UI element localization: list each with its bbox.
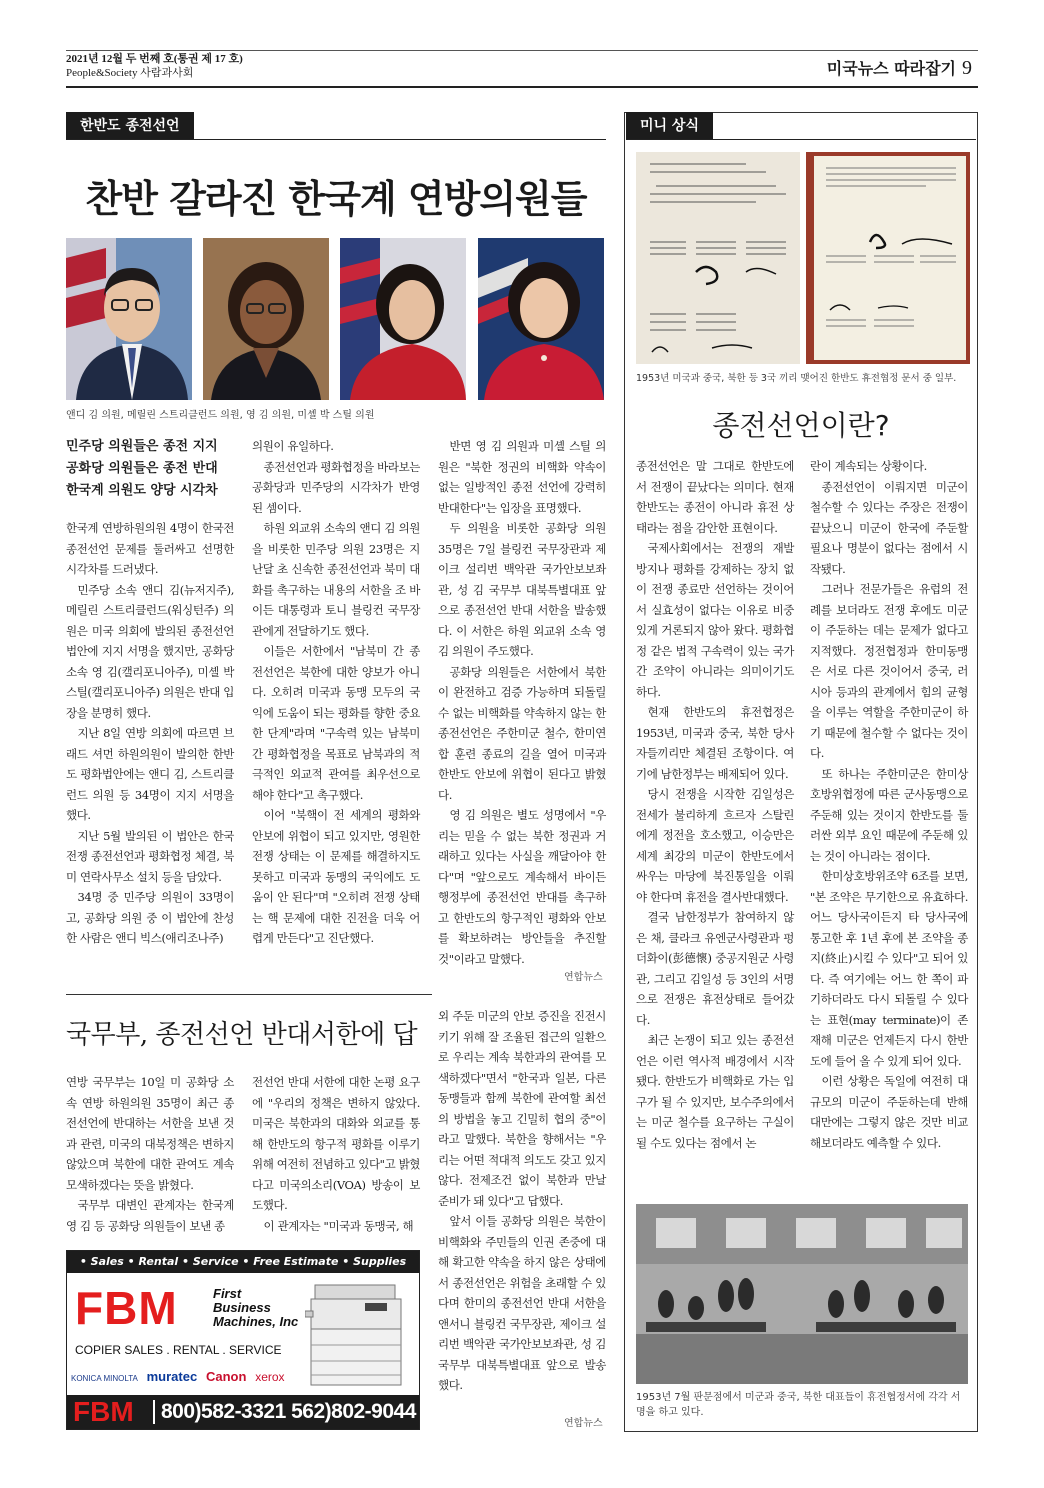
article1-credit: 연합뉴스 [564, 972, 603, 983]
company-name-line: Machines, Inc [213, 1314, 299, 1329]
article2-credit: 연합뉴스 [564, 1418, 603, 1429]
paragraph: 최근 논쟁이 되고 있는 종전선언은 이런 역사적 배경에서 시작됐다. 한반도가 비핵화로 가는 입구가 될 수 있지만, 보수주의에서는 미군 철수를 요구하는 구실이 될 수도 있다는 점에서 논 [636, 1033, 794, 1150]
xerox-logo: xerox [255, 1370, 285, 1384]
ad-services-strip: • Sales • Rental • Service • Free Estimate • Supplies [67, 1251, 419, 1273]
paragraph: 공화당 의원들은 서한에서 북한이 완전하고 검증 가능하며 되돌릴 수 없는 비핵화를 약속하지 않는 한 종전선언은 주한미군 철수, 한미연합 훈련 종료의 길을 열어 미국과 한반도 안보에 위협이 된다고 밝혔다. [438, 664, 606, 802]
photo-caption: 앤디 김 의원, 메릴린 스트리클런드 의원, 영 김 의원, 미셸 박 스틸 의원 [66, 410, 375, 421]
section-tag-rule [66, 139, 606, 140]
mini-column-2 [810, 456, 968, 1153]
paragraph: 종전선언이 이뤄지면 미군이 철수할 수 있다는 주장은 전쟁이 끝났으니 미군이 한국에 주둔할 필요나 명분이 없다는 점에서 시작됐다. [810, 479, 968, 576]
paragraph: 앞서 이들 공화당 의원은 북한이 비핵화와 주민들의 인권 존중에 대해 확고한 약속을 하지 않은 상태에서 종전선언은 위험을 초래할 수 있다며 한미의 종전선언 반대 서한을 앤서니 블링컨 국무장관, 제이크 설리번 백악관 국가안보보좌관, 성 김 국무부 대북특별대표 앞으로 발송했다. [438, 1214, 606, 1392]
header-rule-bottom [66, 86, 978, 88]
paragraph: 민주당 소속 앤디 김(뉴저지주), 메릴린 스트리클런드(워싱턴주) 의원은 미국 의회에 발의된 종전선언 법안에 지지 서명을 했지만, 공화당 소속 영 김(캘리포니아주), 미셸 박 스틸(캘리포니아주) 의원은 반대 입장을 분명히 했다. [66, 582, 234, 720]
article2-title: 국무부, 종전선언 반대서한에 답 [66, 1020, 418, 1050]
canon-logo: Canon [205, 1369, 247, 1384]
page-number: 9 [962, 57, 972, 79]
document-caption: 1953년 미국과 중국, 북한 등 3국 끼리 맺어진 한반도 휴전협정 문서 중 일부. [636, 373, 957, 384]
paragraph: 두 의원을 비롯한 공화당 의원 35명은 7일 블링컨 국무장관과 제이크 설리번 백악관 국가안보보좌관, 성 김 국무부 대북특별대표 앞으로 종전선언 반대 서한을 발송했다. 이 서한은 하원 외교위 소속 영 김 의원이 주도했다. [438, 521, 606, 658]
paragraph: 한국계 연방하원의원 4명이 한국전 종전선언 문제를 둘러싸고 선명한 시각차를 드러냈다. [66, 521, 234, 576]
armistice-document-page-2 [806, 152, 970, 364]
article2-column-2 [252, 1072, 420, 1236]
paragraph: 34명 중 민주당 의원이 33명이고, 공화당 의원 중 이 법안에 찬성한 사람은 앤디 빅스(애리조나주) [66, 890, 234, 945]
paragraph: 연방 국무부는 10일 미 공화당 소속 연방 하원의원 35명이 최근 종전선언에 반대하는 서한을 보낸 것과 관련, 미국의 대북정책은 변하지 않았으며 북한에 대한 관여도 계속 모색하겠다는 뜻을 밝혔다. [66, 1075, 234, 1192]
section-tag-korea: 한반도 종전선언 [66, 112, 194, 140]
paragraph: 지난 5월 발의된 이 법안은 한국전쟁 종전선언과 평화협정 체결, 북미 연락사무소 설치 등을 담았다. [66, 828, 234, 884]
photo-marilyn-strickland [203, 238, 329, 400]
brand-logos [71, 1369, 285, 1384]
article-divider [66, 994, 432, 995]
paragraph: 이어 "북핵이 전 세계의 평화와 안보에 위협이 되고 있지만, 영원한 전쟁 상태는 이 문제를 해결하지도 못하고 미국과 동맹의 국익에도 도움이 안 된다"며 "오히려 전쟁 상태는 핵 문제에 대한 진전을 더욱 어렵게 만든다"고 진단했다. [252, 808, 420, 945]
mini-tag-rule [626, 139, 976, 140]
divider-bar [153, 1400, 155, 1424]
paragraph: 외 주둔 미군의 안보 증진을 진전시키기 위해 잘 조율된 접근의 일환으로 우리는 계속 북한과의 관여를 모색하겠다"면서 "한국과 일본, 다른 동맹들과 함께 북한에 관여할 최선의 방법을 놓고 긴밀히 협의 중"이라고 말했다. 북한을 향해서는 "우리는 어떤 적대적 의도도 갖고 있지 않다. 전제조건 없이 북한과 만날 준비가 돼 있다"고 답했다. [438, 1009, 606, 1208]
paragraph: 종전선언과 평화협정을 바라보는 공화당과 민주당의 시각차가 반영된 셈이다. [252, 459, 420, 515]
section-header [827, 56, 972, 80]
konica-minolta-logo: KONICA MINOLTA [71, 1374, 138, 1383]
article1-column-3 [438, 436, 606, 969]
paragraph: 국제사회에서는 전쟁의 재발 방지나 평화를 강제하는 장치 없이 전쟁 종료만 선언하는 것이어서 실효성이 없다는 이유로 비중있게 거론되지 않아 왔다. 평화협정 같은 법적 구속력이 있는 국가 간 조약이 아니라는 의미이기도 하다. [636, 541, 794, 699]
paragraph: 국무부 대변인 관계자는 한국계 영 김 등 공화당 의원들이 보낸 종 [66, 1198, 234, 1233]
armistice-document-page-1 [636, 152, 800, 364]
issue-line: 2021년 12월 두 번째 호(통권 제 17 호) [66, 53, 243, 65]
photo-andy-kim [66, 238, 192, 400]
armistice-signing-photo [636, 1204, 968, 1384]
paragraph: 하원 외교위 소속의 앤디 김 의원을 비롯한 민주당 의원 23명은 지난달 초 신속한 종전선언과 북미 대화를 촉구하는 내용의 서한을 조 바이든 대통령과 토니 블링컨 국무장관에게 전달하기도 했다. [252, 521, 420, 638]
article2-column-1 [66, 1072, 234, 1236]
subhead-block [66, 436, 232, 502]
main-headline: 찬반 갈라진 한국계 연방의원들 [85, 177, 587, 221]
paragraph: 한미상호방위조약 6조를 보면, "본 조약은 무기한으로 유효하다. 어느 당사국이든지 타 당사국에 통고한 후 1년 후에 본 조약을 종지(終止)시킬 수 있다"고 되어 있다. 즉 여기에는 어느 한 쪽이 파기하더라도 다시 되돌릴 수 있다는 표현(may terminate)이 존재해 미군은 언제든지 다시 한반도에 들어 올 수 있게 되어 있다. [810, 869, 968, 1068]
ad-services-line: COPIER SALES . RENTAL . SERVICE [75, 1343, 282, 1357]
paragraph: 그러나 전문가들은 유럽의 전례를 보더라도 전쟁 후에도 미군이 주둔하는 데는 문제가 없다고 지적했다. 정전협정과 한미동맹은 서로 다른 것이어서 중국, 러시아 등과의 관계에서 힘의 균형을 이루는 역할을 주한미군이 하기 때문에 철수할 수 없다는 것이다. [810, 582, 968, 760]
subhead-line: 민주당 의원들은 종전 지지 [66, 439, 218, 454]
company-name-line: Business [213, 1300, 271, 1315]
paragraph: 반면 영 김 의원과 미셸 스틸 의원은 "북한 정권의 비핵화 약속이 없는 일방적인 종전 선언에 강력히 반대한다"는 입장을 표명했다. [438, 439, 606, 515]
article1-column-2 [252, 436, 420, 949]
section-tag-mini: 미니 상식 [626, 112, 713, 140]
paragraph: 이들은 서한에서 "남북미 간 종전선언은 북한에 대한 양보가 아니다. 오히려 미국과 동맹 모두의 국익에 도움이 되는 평화를 향한 중요한 단계"라며 "구속력 있는 남북미 간 평화협정을 목표로 남북과의 적극적인 외교적 관여를 최우선으로 해야 한다"고 촉구했다. [252, 644, 420, 802]
paragraph: 이런 상황은 독일에 여전히 대규모의 미군이 주둔하는데 반해 대만에는 그렇지 않은 것만 비교해보더라도 예측할 수 있다. [810, 1074, 968, 1150]
paragraph: 종전선언은 말 그대로 한반도에서 전쟁이 끝났다는 의미다. 현재 한반도는 종전이 아니라 휴전 상태라는 점을 감안한 표현이다. [636, 459, 794, 535]
copier-machine-icon [305, 1281, 411, 1391]
paragraph: 현재 한반도의 휴전협정은 1953년, 미국과 중국, 북한 당사자들끼리만 체결된 조항이다. 여기에 남한정부는 배제되어 있다. [636, 705, 794, 781]
signing-photo-caption: 1953년 7월 판문점에서 미군과 중국, 북한 대표들이 휴전협정서에 각각 서명을 하고 있다. [636, 1392, 961, 1418]
fbm-company-name [213, 1287, 298, 1329]
company-name-line: First [213, 1286, 242, 1301]
header-rule-top [66, 50, 978, 51]
fbm-logo-small: FBM [73, 1396, 134, 1427]
muratec-logo: muratec [146, 1369, 198, 1384]
photo-michelle-steel [478, 238, 604, 400]
paragraph: 전선언 반대 서한에 대한 논평 요구에 "우리의 정책은 변하지 않았다. 미국은 북한과의 대화와 외교를 통해 한반도의 항구적 평화를 이루기 위해 여전히 전념하고 있다"고 밝혔다고 미국의소리(VOA) 방송이 보도했다. [252, 1075, 420, 1212]
article2-column-3 [438, 1006, 606, 1396]
ad-contact-bar [67, 1395, 419, 1429]
photo-young-kim [340, 238, 466, 400]
article1-column-1 [66, 518, 234, 949]
fbm-logo: FBM [75, 1282, 178, 1334]
paragraph: 지난 8일 연방 의회에 따르면 브래드 셔먼 하원의원이 발의한 한반도 평화법안에는 앤디 김, 스트리클런드 의원 등 34명이 지지 서명을 했다. [66, 726, 234, 822]
phone-numbers[interactable]: 800)582-3321 562)802-9044 [161, 1400, 416, 1423]
paragraph: 결국 남한정부가 참여하지 않은 채, 클라크 유엔군사령관과 펑더화이(彭德懷) 중공지원군 사령관, 그리고 김일성 등 3인의 서명으로 전쟁은 휴전상태로 들어갔다. [636, 910, 794, 1027]
paragraph: 영 김 의원은 별도 성명에서 "우리는 믿을 수 없는 북한 정권과 거래하고 있다는 사실을 깨달아야 한다"며 "앞으로도 계속해서 바이든 행정부에 종전선언 반대를 촉구하고 한반도의 항구적인 평화와 안보를 확보하려는 방안들을 추진할 것"이라고 말했다. [438, 808, 606, 966]
issue-info [66, 52, 243, 80]
mini-column-1 [636, 456, 794, 1153]
subhead-line: 공화당 의원들은 종전 반대 [66, 461, 218, 476]
paragraph: 또 하나는 주한미군은 한미상호방위협정에 따른 군사동맹으로 주둔해 있는 것이지 한반도를 둘러싼 외부 요인 때문에 주둔해 있는 것이 아니라는 점이다. [810, 766, 968, 863]
subhead-line: 한국계 의원도 양당 시각차 [66, 483, 218, 498]
paragraph: 당시 전쟁을 시작한 김일성은 전세가 불리하게 흐르자 스탈린에게 정전을 호소했고, 이승만은 세계 최강의 미군이 한반도에서 싸우는 마당에 북진통일을 이뤄야 한다며 휴전을 결사반대했다. [636, 787, 794, 904]
section-name: 미국뉴스 따라잡기 [826, 59, 956, 78]
publication-name: People&Society 사람과사회 [66, 67, 194, 79]
fbm-advertisement[interactable] [66, 1250, 420, 1430]
mini-title: 종전선언이란? [712, 409, 890, 442]
paragraph: 란이 계속되는 상황이다. [810, 459, 927, 473]
paragraph: 의원이 유일하다. [252, 439, 334, 453]
paragraph: 이 관계자는 "미국과 동맹국, 해 [263, 1218, 414, 1233]
